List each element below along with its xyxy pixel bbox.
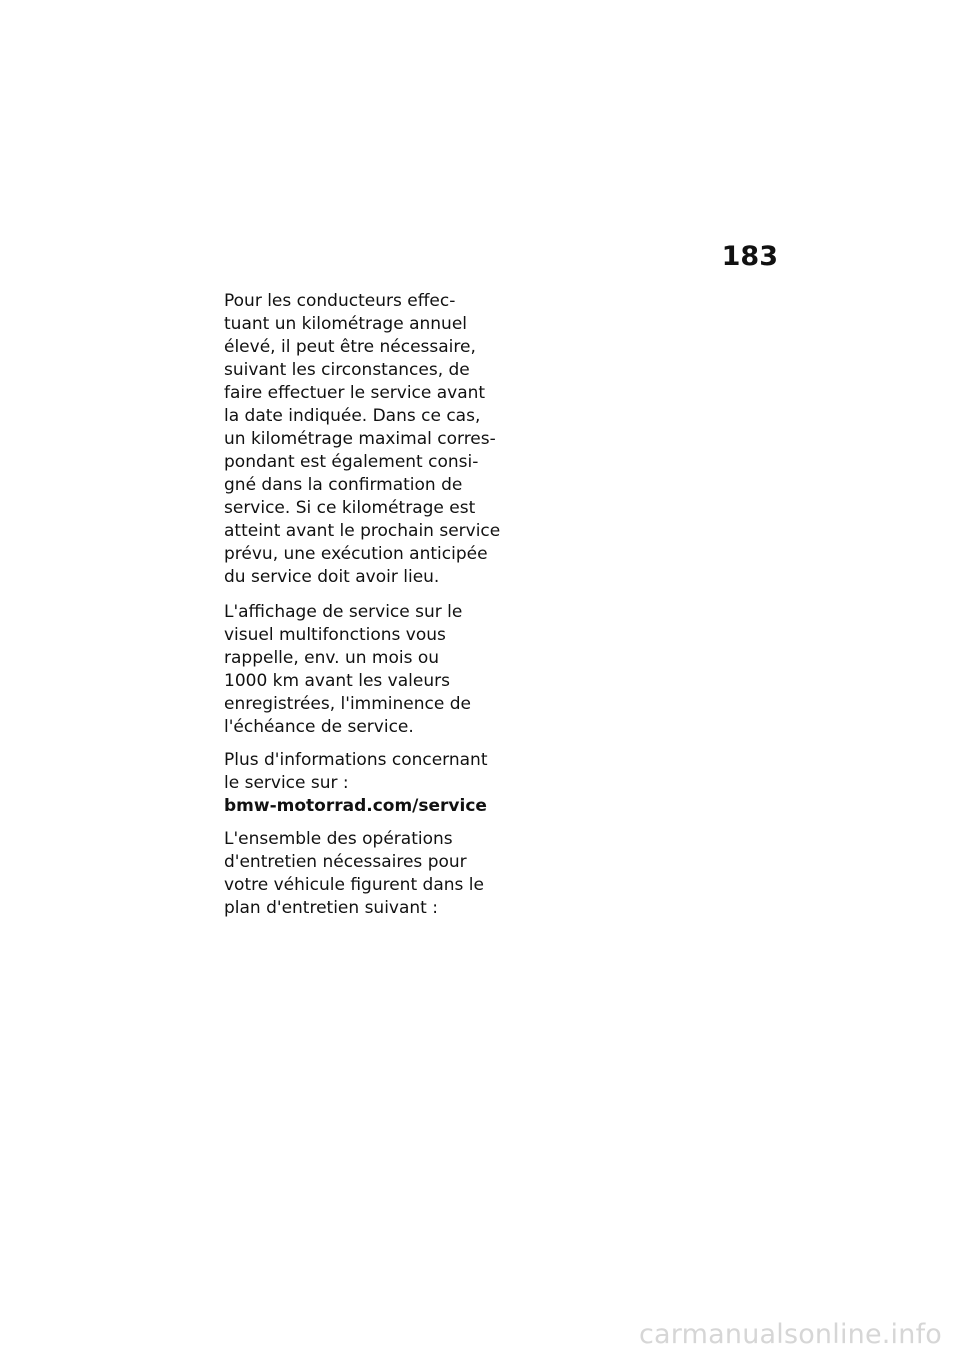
text-line: Pour les conducteurs effec-	[224, 291, 456, 311]
text-line: l'échéance de service.	[224, 717, 414, 737]
text-line: un kilométrage maximal corres-	[224, 429, 496, 449]
text-line: rappelle, env. un mois ou	[224, 648, 440, 668]
page-number: 183	[721, 241, 778, 272]
watermark: carmanualsonline.info	[639, 1319, 942, 1350]
text-line: service. Si ce kilométrage est	[224, 498, 476, 518]
body-text	[224, 290, 514, 920]
text-line: tuant un kilométrage annuel	[224, 314, 468, 334]
text-line: visuel multifonctions vous	[224, 625, 446, 645]
text-line: votre véhicule figurent dans le	[224, 875, 484, 895]
text-line: gné dans la confirmation de	[224, 475, 463, 495]
paragraph-high-mileage	[224, 290, 514, 589]
text-line: pondant est également consi-	[224, 452, 479, 472]
text-line: suivant les circonstances, de	[224, 360, 470, 380]
text-line: du service doit avoir lieu.	[224, 567, 440, 587]
text-line: le service sur :	[224, 773, 349, 793]
text-line: Plus d'informations concernant	[224, 750, 488, 770]
paragraph-maintenance-plan	[224, 828, 514, 920]
text-line: élevé, il peut être nécessaire,	[224, 337, 476, 357]
text-line: la date indiquée. Dans ce cas,	[224, 406, 481, 426]
text-line: 1000 km avant les valeurs	[224, 671, 450, 691]
paragraph-more-info	[224, 749, 514, 818]
service-website-link[interactable]: bmw-motorrad.com/service	[224, 796, 487, 816]
text-line: prévu, une exécution anticipée	[224, 544, 488, 564]
text-line: faire effectuer le service avant	[224, 383, 486, 403]
text-line: plan d'entretien suivant :	[224, 898, 438, 918]
paragraph-service-display	[224, 601, 514, 739]
text-line: L'affichage de service sur le	[224, 602, 463, 622]
text-line: L'ensemble des opérations	[224, 829, 453, 849]
text-line: atteint avant le prochain service	[224, 521, 501, 541]
text-line: d'entretien nécessaires pour	[224, 852, 467, 872]
text-line: enregistrées, l'imminence de	[224, 694, 471, 714]
